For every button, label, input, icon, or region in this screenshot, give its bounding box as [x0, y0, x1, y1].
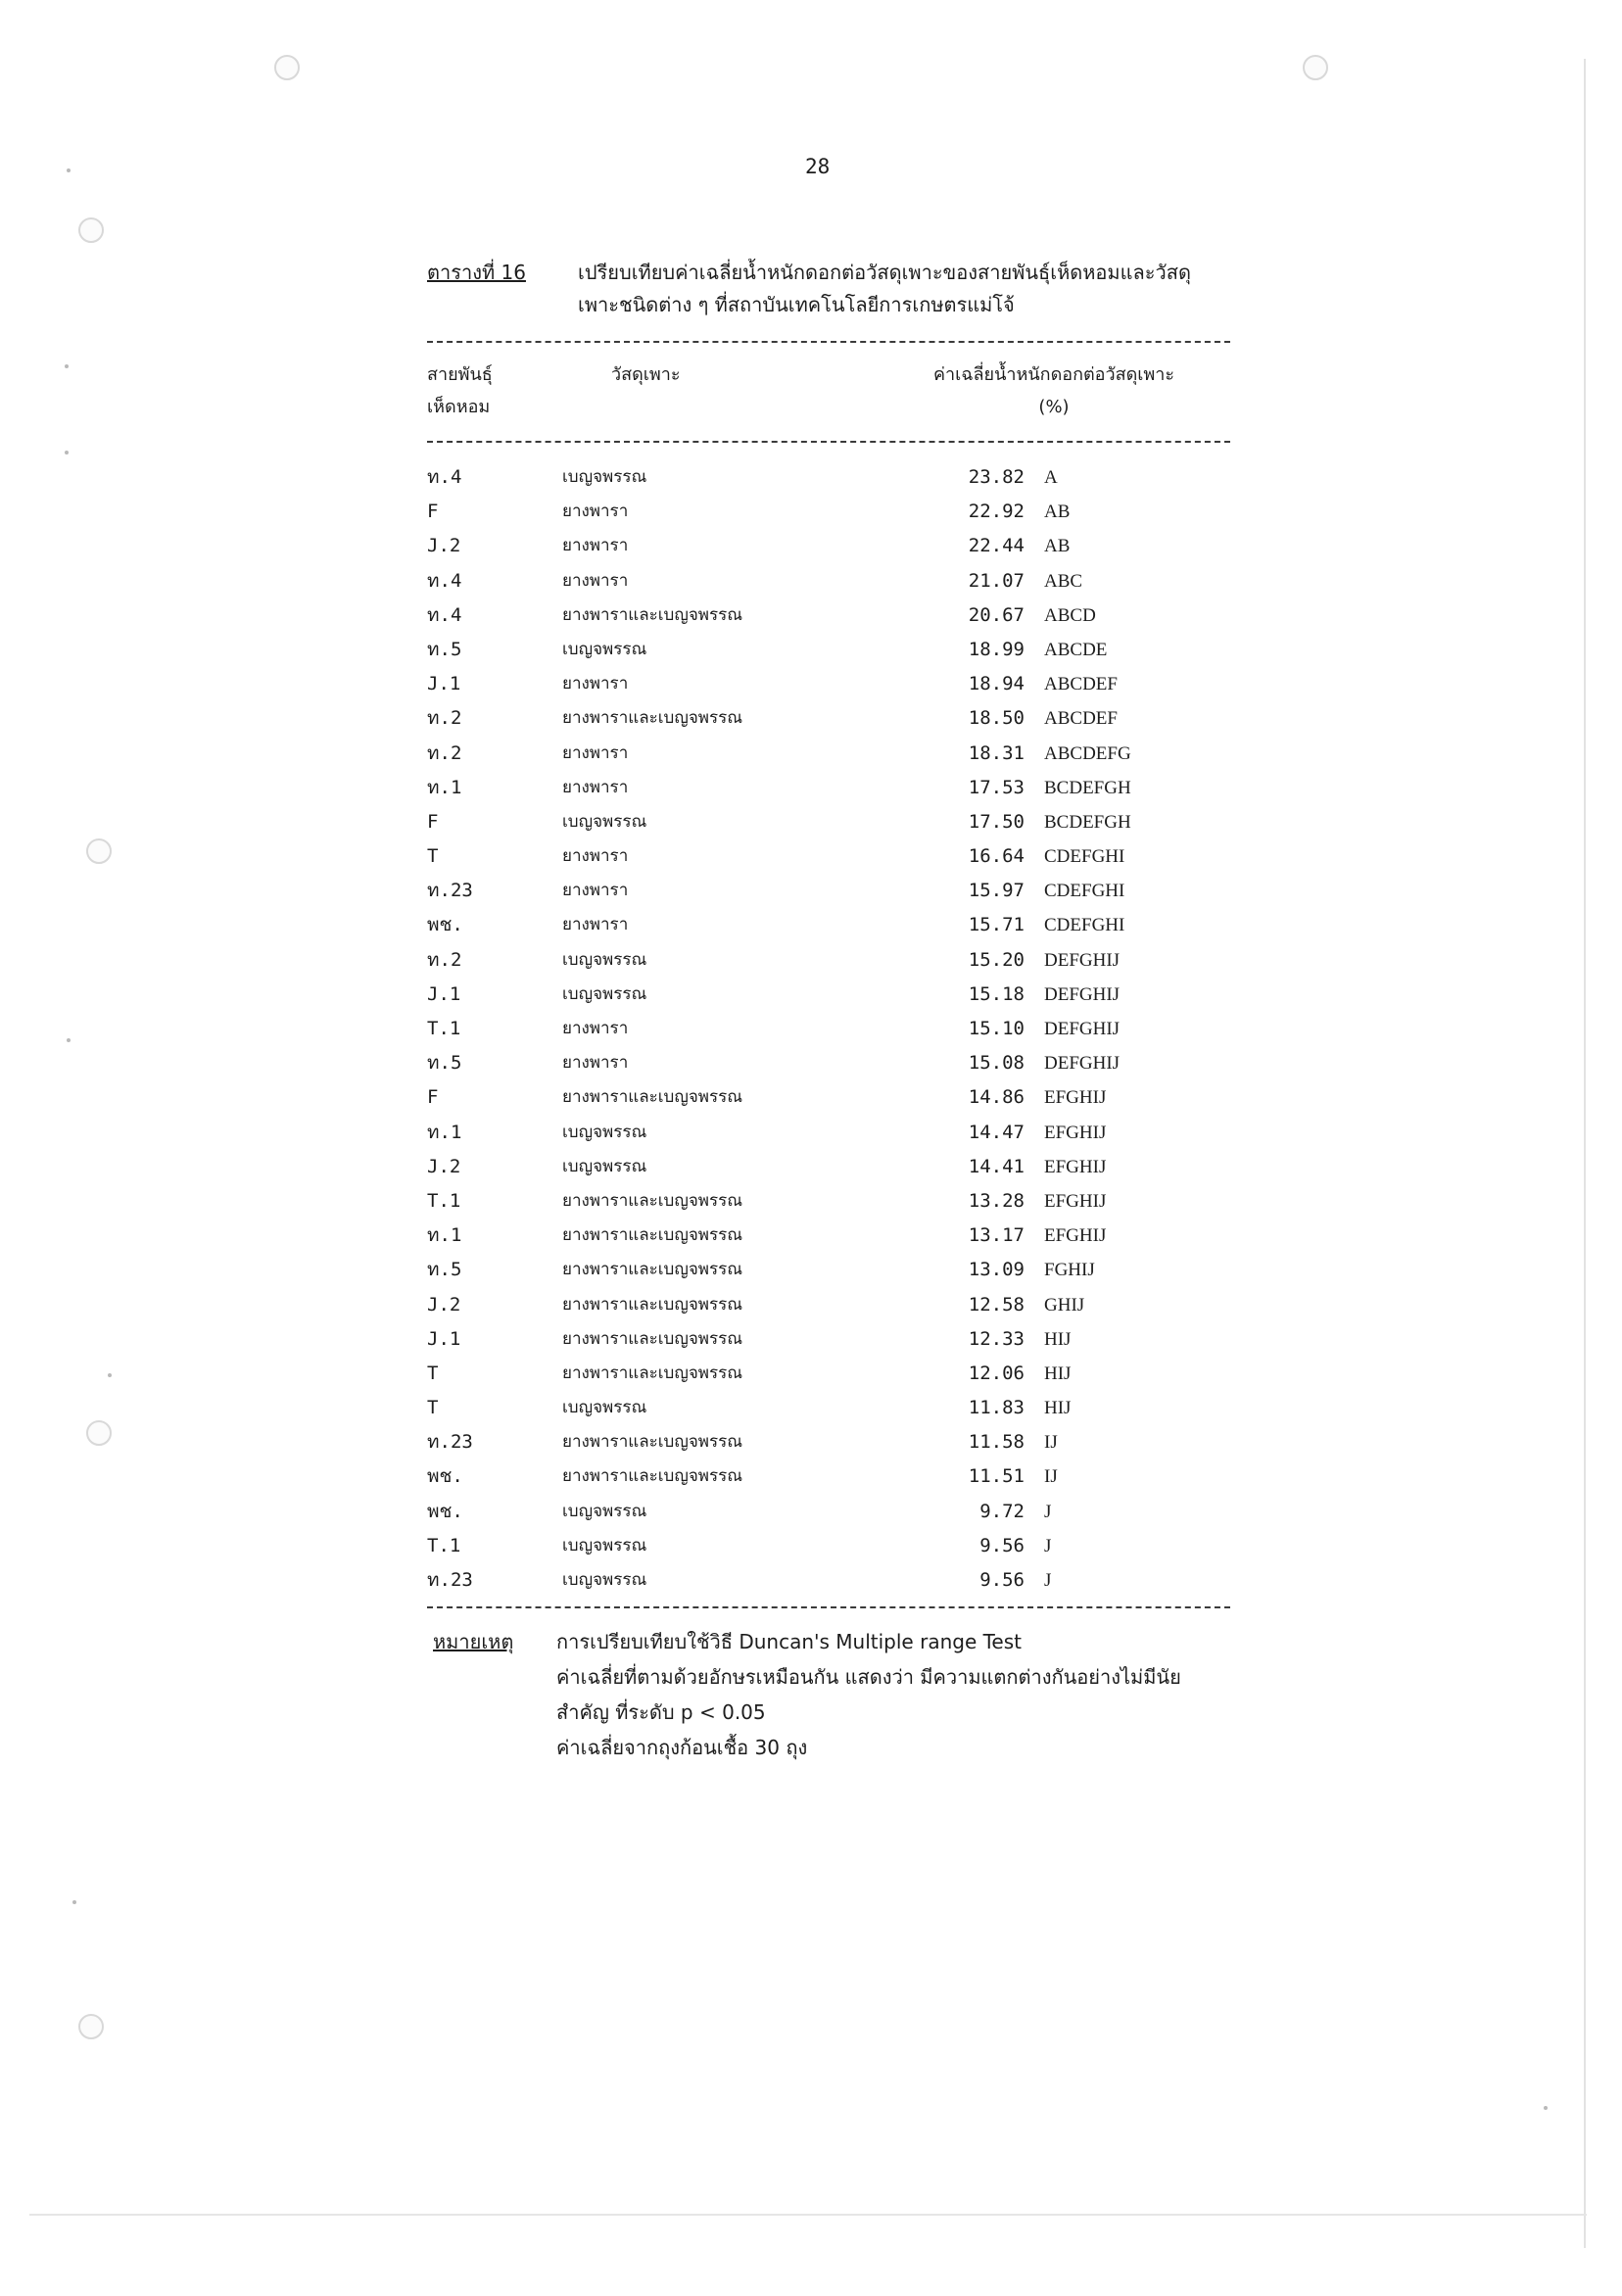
- table-row: [427, 564, 1230, 598]
- punch-hole-mark: [86, 1420, 112, 1446]
- page-edge: [29, 2214, 1587, 2216]
- table-row: [427, 1288, 1230, 1322]
- table-row: [427, 1529, 1230, 1563]
- cell-material: ยางพาราและเบญจพรรณ: [562, 1190, 743, 1211]
- cell-material: ยางพารา: [562, 915, 629, 935]
- cell-group: DEFGHIJ: [1044, 983, 1121, 1005]
- cell-mean: 15.97: [968, 880, 1025, 902]
- cell-material: ยางพาราและเบญจพรรณ: [562, 1363, 743, 1383]
- table-row: [427, 1357, 1230, 1391]
- cell-variety: ท.4: [427, 603, 462, 626]
- table-row: [427, 978, 1230, 1012]
- table-row: [427, 839, 1230, 874]
- page-edge: [1584, 59, 1586, 2248]
- cell-material: ยางพารา: [562, 674, 629, 694]
- cell-variety: J.1: [427, 982, 461, 1005]
- header-variety: [427, 359, 535, 423]
- cell-material: ยางพารา: [562, 570, 629, 591]
- cell-mean: 9.56: [979, 1569, 1025, 1591]
- cell-mean: 14.86: [968, 1086, 1025, 1109]
- cell-material: ยางพาราและเบญจพรรณ: [562, 1432, 743, 1453]
- cell-mean: 18.31: [968, 741, 1025, 764]
- cell-variety: T.1: [427, 1189, 461, 1212]
- cell-material: เบญจพรรณ: [562, 1570, 647, 1590]
- cell-material: เบญจพรรณ: [562, 639, 647, 659]
- cell-group: J: [1044, 1535, 1052, 1556]
- cell-variety: J.2: [427, 1155, 461, 1177]
- cell-variety: ท.1: [427, 776, 462, 798]
- cell-mean: 15.10: [968, 1018, 1025, 1039]
- table-row: [427, 1116, 1230, 1150]
- header-variety-line: สายพันธุ์: [427, 364, 493, 385]
- scan-speck: [67, 168, 71, 172]
- table-row: [427, 460, 1230, 495]
- cell-mean: 14.41: [968, 1155, 1025, 1177]
- header-mean-line: ค่าเฉลี่ยน้ำหนักดอกต่อวัสดุเพาะ: [932, 364, 1175, 385]
- punch-hole-mark: [1303, 55, 1328, 80]
- cell-group: ABC: [1044, 570, 1083, 592]
- cell-mean: 18.94: [968, 673, 1025, 695]
- cell-group: HIJ: [1044, 1398, 1072, 1419]
- punch-hole-mark: [78, 2014, 104, 2039]
- cell-variety: ท.2: [427, 948, 462, 971]
- table-row: [427, 701, 1230, 736]
- table-row: [427, 1080, 1230, 1115]
- cell-material: ยางพาราและเบญจพรรณ: [562, 1466, 743, 1487]
- table-bottom-rule: [427, 1606, 1230, 1608]
- cell-variety: ท.4: [427, 466, 462, 488]
- cell-group: CDEFGHI: [1044, 915, 1125, 936]
- cell-group: HIJ: [1044, 1363, 1072, 1384]
- cell-mean: 14.47: [968, 1121, 1025, 1143]
- cell-variety: ท.2: [427, 741, 462, 764]
- cell-material: เบญจพรรณ: [562, 949, 647, 970]
- table-row: [427, 908, 1230, 942]
- cell-material: เบญจพรรณ: [562, 1535, 647, 1555]
- punch-hole-mark: [274, 55, 300, 80]
- notes-line: สำคัญ ที่ระดับ p < 0.05: [556, 1700, 766, 1724]
- punch-hole-mark: [78, 217, 104, 243]
- table-row: [427, 529, 1230, 563]
- scan-speck: [67, 1038, 71, 1042]
- table-row: [427, 1495, 1230, 1529]
- table-row: [427, 943, 1230, 978]
- cell-variety: ท.1: [427, 1224, 462, 1247]
- table-row: [427, 667, 1230, 701]
- cell-group: ABCDEF: [1044, 708, 1118, 730]
- cell-variety: ท.5: [427, 1259, 462, 1281]
- cell-group: CDEFGHI: [1044, 846, 1125, 868]
- notes-line: ค่าเฉลี่ยที่ตามด้วยอักษรเหมือนกัน แสดงว่า มีความแตกต่างกันอย่างไม่มีนัย: [556, 1665, 1181, 1689]
- cell-group: J: [1044, 1501, 1052, 1522]
- table-row: [427, 1184, 1230, 1219]
- cell-mean: 15.71: [968, 914, 1025, 936]
- cell-variety: F: [427, 1086, 439, 1109]
- cell-material: ยางพารา: [562, 777, 629, 797]
- cell-material: เบญจพรรณ: [562, 1501, 647, 1521]
- table-row: [427, 633, 1230, 667]
- cell-variety: พช.: [427, 1500, 463, 1522]
- notes-text: [556, 1624, 1262, 1765]
- cell-material: เบญจพรรณ: [562, 1156, 647, 1176]
- cell-variety: ท.5: [427, 1052, 462, 1075]
- cell-mean: 17.50: [968, 810, 1025, 833]
- cell-mean: 17.53: [968, 776, 1025, 798]
- cell-group: EFGHIJ: [1044, 1122, 1107, 1143]
- cell-group: IJ: [1044, 1432, 1058, 1454]
- cell-group: DEFGHIJ: [1044, 1019, 1121, 1039]
- notes-label: หมายเหตุ: [433, 1630, 514, 1653]
- cell-variety: ท.23: [427, 880, 473, 902]
- cell-variety: T.1: [427, 1534, 461, 1556]
- cell-group: GHIJ: [1044, 1294, 1085, 1315]
- cell-material: ยางพาราและเบญจพรรณ: [562, 1328, 743, 1349]
- cell-mean: 16.64: [968, 845, 1025, 868]
- table-row: [427, 1253, 1230, 1287]
- table-title: [578, 257, 1254, 321]
- table-row: [427, 1459, 1230, 1494]
- header-mean-line: (%): [1038, 397, 1070, 417]
- table-label: ตารางที่ 16: [427, 261, 526, 284]
- table-header-rule: [427, 441, 1230, 443]
- cell-material: ยางพารา: [562, 846, 629, 867]
- cell-material: ยางพาราและเบญจพรรณ: [562, 708, 743, 729]
- cell-mean: 18.99: [968, 638, 1025, 660]
- header-mean: [887, 359, 1220, 423]
- page-number: 28: [805, 155, 831, 178]
- notes-line: การเปรียบเทียบใช้วิธี Duncan's Multiple range Test: [556, 1630, 1022, 1653]
- header-material: วัสดุเพาะ: [611, 364, 681, 385]
- cell-group: EFGHIJ: [1044, 1156, 1107, 1177]
- cell-material: ยางพารา: [562, 536, 629, 556]
- cell-group: CDEFGHI: [1044, 881, 1125, 902]
- table-row: [427, 1012, 1230, 1046]
- table-row: [427, 1150, 1230, 1184]
- cell-variety: ท.4: [427, 569, 462, 592]
- cell-material: ยางพาราและเบญจพรรณ: [562, 604, 743, 625]
- cell-variety: J.1: [427, 1327, 461, 1350]
- header-variety-line: เห็ดหอม: [427, 397, 491, 417]
- cell-material: ยางพารา: [562, 881, 629, 901]
- cell-variety: ท.2: [427, 707, 462, 730]
- table-row: [427, 771, 1230, 805]
- cell-material: ยางพาราและเบญจพรรณ: [562, 1260, 743, 1280]
- table-row: [427, 874, 1230, 908]
- cell-material: ยางพารา: [562, 1053, 629, 1074]
- table-row: [427, 737, 1230, 771]
- table-row: [427, 495, 1230, 529]
- cell-material: เบญจพรรณ: [562, 1122, 647, 1142]
- table-row: [427, 1219, 1230, 1253]
- table-row: [427, 1425, 1230, 1459]
- cell-mean: 21.07: [968, 569, 1025, 592]
- cell-material: ยางพาราและเบญจพรรณ: [562, 1294, 743, 1315]
- punch-hole-mark: [86, 838, 112, 864]
- cell-group: HIJ: [1044, 1328, 1072, 1350]
- cell-group: FGHIJ: [1044, 1260, 1095, 1281]
- cell-material: เบญจพรรณ: [562, 467, 647, 487]
- cell-material: ยางพารา: [562, 742, 629, 763]
- cell-variety: F: [427, 501, 439, 523]
- cell-variety: ท.1: [427, 1121, 462, 1143]
- cell-material: ยางพารา: [562, 1019, 629, 1038]
- scan-speck: [72, 1900, 76, 1904]
- cell-variety: พช.: [427, 914, 463, 936]
- cell-group: IJ: [1044, 1466, 1058, 1488]
- cell-mean: 13.09: [968, 1259, 1025, 1281]
- scan-speck: [1544, 2106, 1548, 2110]
- table-row: [427, 1322, 1230, 1357]
- cell-mean: 22.44: [968, 535, 1025, 557]
- table-header: [427, 359, 1230, 427]
- cell-group: A: [1044, 467, 1058, 488]
- cell-group: ABCD: [1044, 604, 1096, 626]
- cell-variety: F: [427, 810, 439, 833]
- cell-mean: 20.67: [968, 603, 1025, 626]
- cell-mean: 13.17: [968, 1224, 1025, 1247]
- cell-variety: พช.: [427, 1465, 463, 1488]
- cell-group: AB: [1044, 502, 1071, 523]
- cell-material: เบญจพรรณ: [562, 983, 647, 1004]
- scan-speck: [65, 364, 69, 368]
- cell-variety: J.2: [427, 535, 461, 557]
- cell-mean: 23.82: [968, 466, 1025, 488]
- cell-mean: 12.33: [968, 1327, 1025, 1350]
- cell-variety: T.1: [427, 1018, 461, 1039]
- scan-speck: [108, 1373, 112, 1377]
- cell-group: J: [1044, 1570, 1052, 1591]
- table-title-line: เปรียบเทียบค่าเฉลี่ยน้ำหนักดอกต่อวัสดุเพาะของสายพันธุ์เห็ดหอมและวัสดุ: [578, 261, 1191, 284]
- cell-variety: T: [427, 845, 439, 868]
- cell-group: BCDEFGH: [1044, 811, 1131, 833]
- cell-mean: 12.06: [968, 1362, 1025, 1384]
- table-row: [427, 1563, 1230, 1598]
- cell-mean: 11.51: [968, 1465, 1025, 1488]
- cell-group: EFGHIJ: [1044, 1190, 1107, 1212]
- notes-line: ค่าเฉลี่ยจากถุงก้อนเชื้อ 30 ถุง: [556, 1736, 808, 1759]
- cell-mean: 15.18: [968, 982, 1025, 1005]
- cell-mean: 13.28: [968, 1189, 1025, 1212]
- cell-group: AB: [1044, 536, 1071, 557]
- cell-material: เบญจพรรณ: [562, 1398, 647, 1418]
- cell-variety: J.2: [427, 1293, 461, 1315]
- cell-group: ABCDEFG: [1044, 742, 1131, 764]
- cell-group: BCDEFGH: [1044, 777, 1131, 798]
- table-row: [427, 1046, 1230, 1080]
- table-row: [427, 805, 1230, 839]
- cell-mean: 12.58: [968, 1293, 1025, 1315]
- table-row: [427, 1391, 1230, 1425]
- cell-material: ยางพาราและเบญจพรรณ: [562, 1087, 743, 1108]
- table-title-line: เพาะชนิดต่าง ๆ ที่สถาบันเทคโนโลยีการเกษตรแม่โจ้: [578, 293, 1015, 316]
- cell-group: DEFGHIJ: [1044, 949, 1121, 971]
- cell-group: DEFGHIJ: [1044, 1053, 1121, 1075]
- cell-variety: J.1: [427, 673, 461, 695]
- cell-mean: 15.08: [968, 1052, 1025, 1075]
- cell-variety: ท.23: [427, 1431, 473, 1454]
- cell-material: ยางพาราและเบญจพรรณ: [562, 1225, 743, 1246]
- cell-group: EFGHIJ: [1044, 1225, 1107, 1247]
- cell-variety: T: [427, 1362, 439, 1384]
- cell-mean: 11.83: [968, 1397, 1025, 1419]
- table-body: [427, 460, 1230, 1598]
- table-row: [427, 598, 1230, 633]
- cell-mean: 9.56: [979, 1534, 1025, 1556]
- cell-group: EFGHIJ: [1044, 1087, 1107, 1109]
- cell-group: ABCDEF: [1044, 674, 1118, 695]
- cell-variety: ท.5: [427, 638, 462, 660]
- cell-mean: 22.92: [968, 501, 1025, 523]
- cell-group: ABCDE: [1044, 639, 1108, 660]
- cell-variety: ท.23: [427, 1569, 473, 1591]
- table-top-rule: [427, 341, 1230, 343]
- cell-variety: T: [427, 1397, 439, 1419]
- cell-mean: 9.72: [979, 1500, 1025, 1522]
- cell-material: ยางพารา: [562, 502, 629, 522]
- cell-mean: 18.50: [968, 707, 1025, 730]
- cell-mean: 15.20: [968, 948, 1025, 971]
- scan-speck: [65, 451, 69, 454]
- cell-material: เบญจพรรณ: [562, 811, 647, 832]
- cell-mean: 11.58: [968, 1431, 1025, 1454]
